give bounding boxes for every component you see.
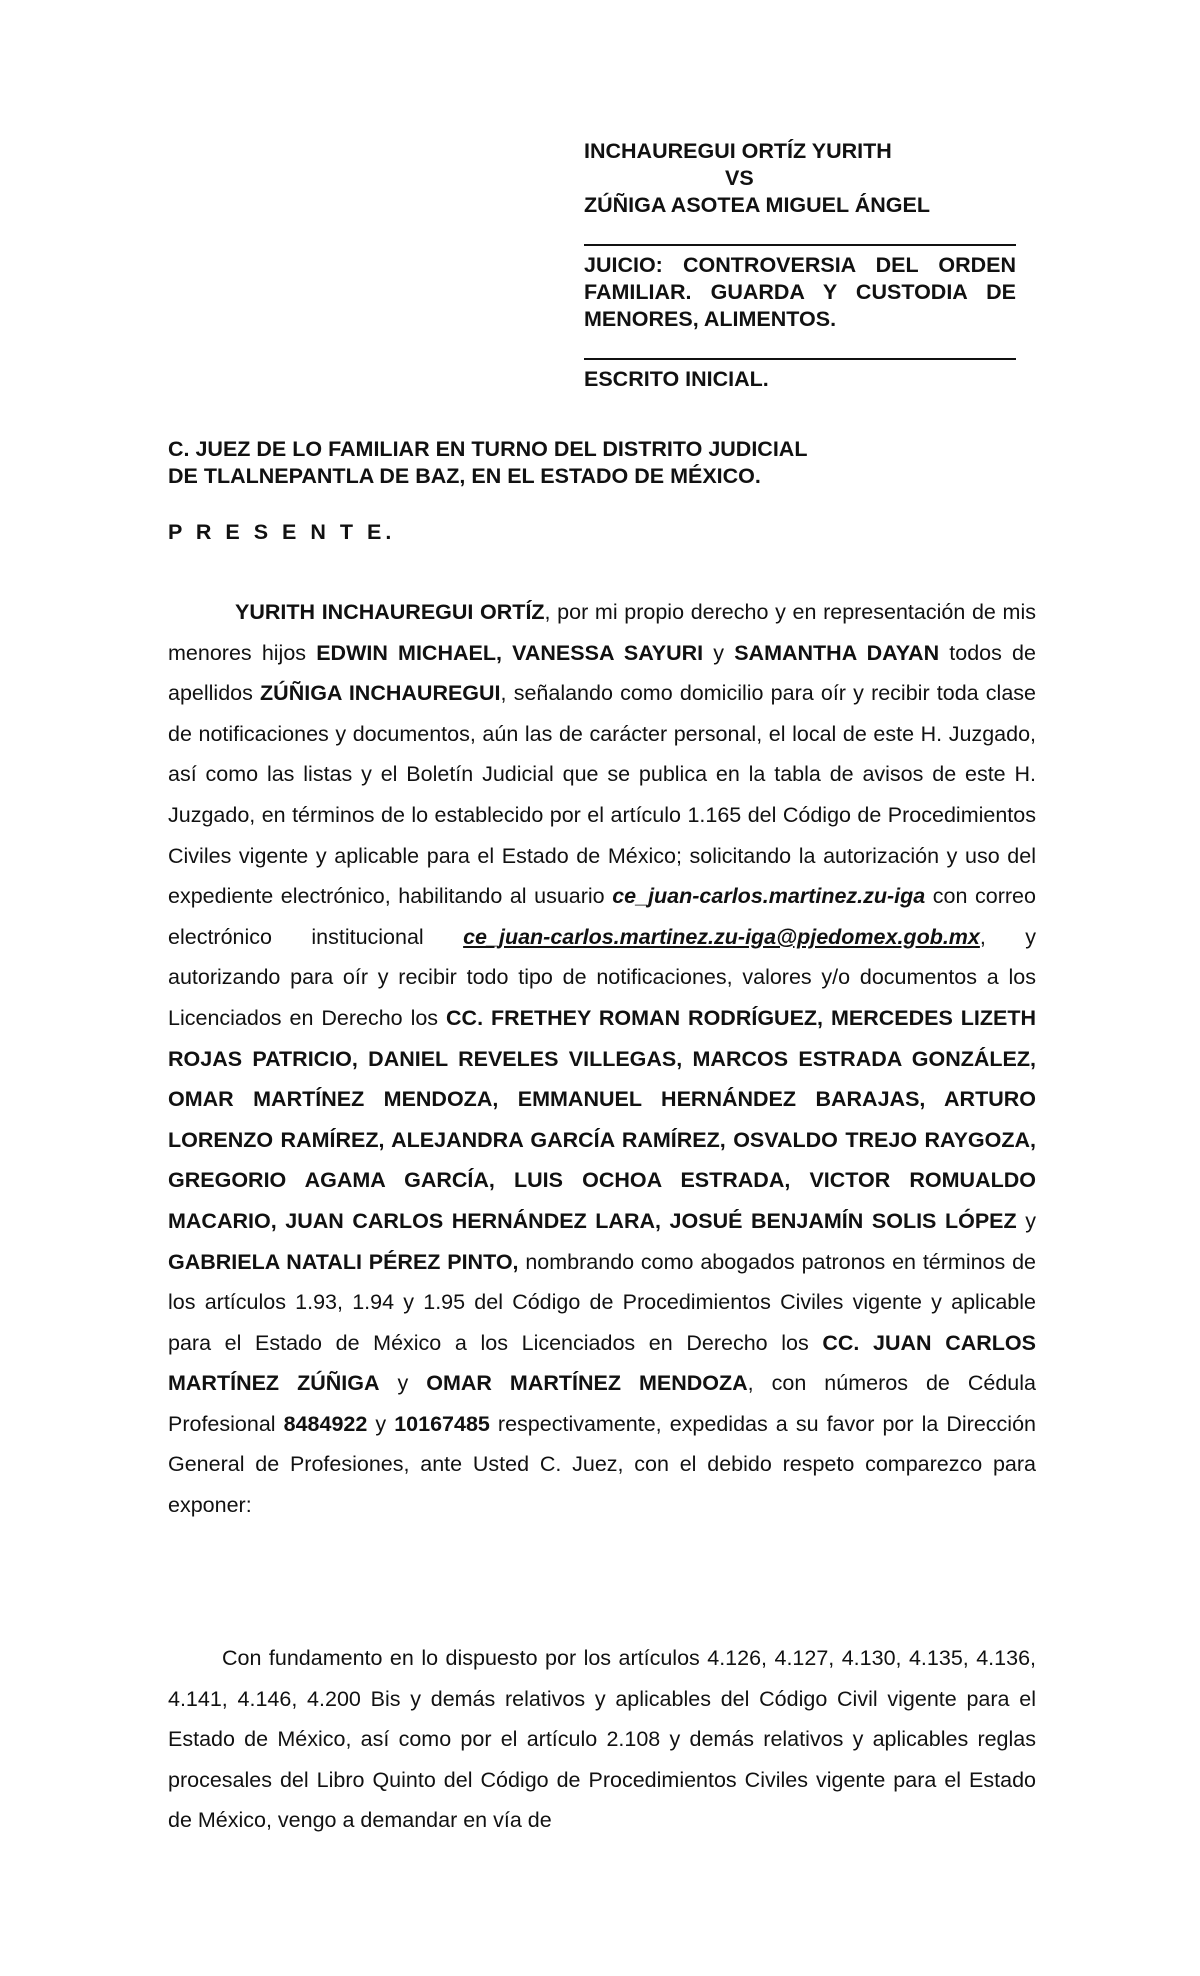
paragraph-text: , por mi propio derecho y en representación de mis menores hijos bbox=[168, 600, 1036, 665]
paragraph-text: , con números de Cédula Profesional bbox=[168, 1371, 1036, 1436]
paragraph-text: respectivamente, expedidas a su favor por la Dirección General de Profesiones, ante Usted C. Juez, con el debido respeto comparezco para exponer: bbox=[168, 1411, 1036, 1518]
defendant-name: ZÚÑIGA ASOTEA MIGUEL ÁNGEL bbox=[584, 193, 930, 217]
paragraph-text: y bbox=[703, 640, 735, 665]
filing-type: ESCRITO INICIAL. bbox=[584, 367, 769, 391]
license-number: 10167485 bbox=[394, 1411, 490, 1436]
plaintiff-name: INCHAUREGUI ORTÍZ YURITH bbox=[584, 139, 892, 163]
addressee-line: DE TLALNEPANTLA DE BAZ, EN EL ESTADO DE MÉXICO. bbox=[168, 464, 761, 488]
plaintiff-bold-name: YURITH INCHAUREGUI ORTÍZ bbox=[235, 600, 545, 624]
patron-lawyers: OMAR MARTÍNEZ MENDOZA bbox=[426, 1371, 748, 1396]
paragraph-text: nombrando como abogados patronos en términos de los artículos 1.93, 1.94 y 1.95 del Código de Procedimientos Civiles vigente y aplicable para el Estado de México a los Licenciados en Derecho los bbox=[168, 1249, 1036, 1355]
children-names: SAMANTHA DAYAN bbox=[734, 640, 940, 665]
paragraph-text: y bbox=[379, 1371, 427, 1396]
patron-lawyers: CC. JUAN CARLOS MARTÍNEZ ZÚÑIGA bbox=[168, 1330, 1036, 1396]
versus-label: VS bbox=[725, 166, 754, 190]
authorized-lawyers: CC. FRETHEY ROMAN RODRÍGUEZ, MERCEDES LIZETH ROJAS PATRICIO, DANIEL REVELES VILLEGAS, MARCOS ESTRADA GONZÁLEZ, OMAR MARTÍNEZ MENDOZA, EMMANUEL HERNÁNDEZ BARAJAS, ARTURO LORENZO RAMÍREZ, ALEJANDRA GARCÍA RAMÍREZ, OSVALDO TREJO RAYGOZA, GREGORIO AGAMA GARCÍA, LUIS OCHOA ESTRADA, VICTOR ROMUALDO MACARIO, JUAN CARLOS HERNÁNDEZ LARA, JOSUÉ BENJAMÍN SOLIS LÓPEZ bbox=[168, 1005, 1037, 1233]
paragraph-text: , y autorizando para oír y recibir todo tipo de notificaciones, valores y/o documentos a los Licenciados en Derecho los bbox=[168, 924, 1036, 1030]
caption-divider bbox=[584, 219, 1016, 246]
institutional-email-link[interactable]: ce_juan-carlos.martinez.zu-iga@pjedomex.gob.mx bbox=[463, 924, 980, 949]
electronic-user: ce_juan-carlos.martinez.zu-iga bbox=[612, 884, 926, 909]
paragraph-text: todos de apellidos bbox=[168, 640, 1036, 706]
intro-paragraph bbox=[168, 592, 1036, 1526]
children-surnames: ZÚÑIGA INCHAUREGUI bbox=[260, 681, 501, 706]
paragraph-text: y bbox=[1016, 1208, 1036, 1233]
trial-type: JUICIO: CONTROVERSIA DEL ORDEN FAMILIAR. GUARDA Y CUSTODIA DE MENORES, ALIMENTOS. bbox=[584, 253, 1016, 331]
paragraph-text: , señalando como domicilio para oír y recibir toda clase de notificaciones y documentos, aún las de carácter personal, el local de este H. Juzgado, así como las listas y el Boletín Judicial que se publica en la tabla de avisos de este H. Juzgado, en términos de lo establecido por el artículo 1.165 del Código de Procedimientos Civiles vigente y aplicable para el Estado de México; solicitando la autorización y uso del expediente electrónico, habilitando al usuario bbox=[168, 681, 1036, 909]
legal-basis-paragraph: Con fundamento en lo dispuesto por los artículos 4.126, 4.127, 4.130, 4.135, 4.136, 4.141, 4.146, 4.200 Bis y demás relativos y aplicables del Código Civil vigente para el Estado de México, así como por el artículo 2.108 y demás relativos y aplicables reglas procesales del Libro Quinto del Código de Procedimientos Civiles vigente para el Estado de México, vengo a demandar en vía de bbox=[168, 1646, 1036, 1833]
caption-divider bbox=[584, 333, 1016, 360]
addressee-line: C. JUEZ DE LO FAMILIAR EN TURNO DEL DISTRITO JUDICIAL bbox=[168, 437, 808, 461]
paragraph-text: con correo electrónico institucional bbox=[168, 884, 1036, 949]
authorized-lawyers: GABRIELA NATALI PÉREZ PINTO, bbox=[168, 1249, 519, 1274]
salutation: P R E S E N T E. bbox=[168, 520, 396, 544]
addressee-block bbox=[168, 436, 1048, 490]
children-names: EDWIN MICHAEL, VANESSA SAYURI bbox=[316, 640, 704, 665]
license-number: 8484922 bbox=[283, 1411, 368, 1436]
paragraph-text: y bbox=[367, 1411, 395, 1436]
case-caption bbox=[584, 138, 1016, 393]
